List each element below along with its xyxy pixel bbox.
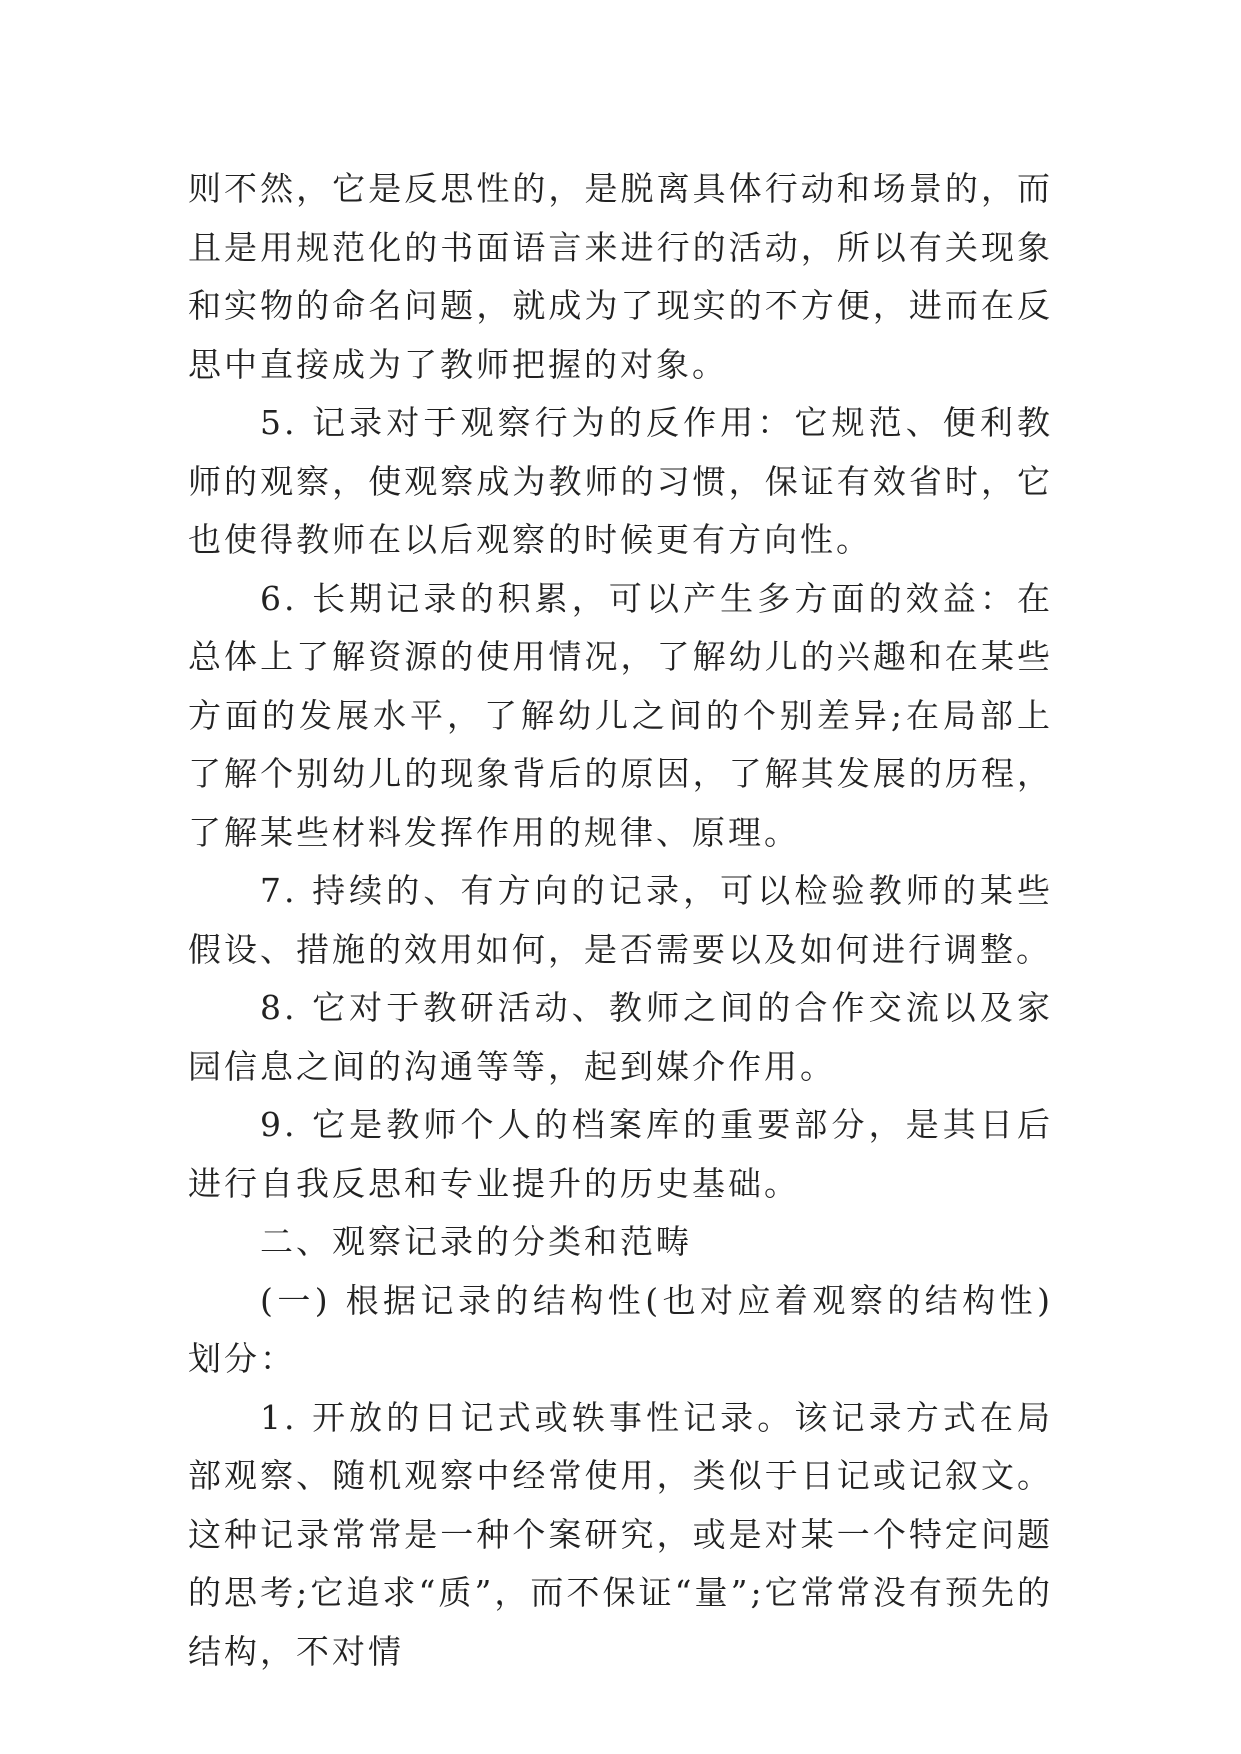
subsection-heading: (一) 根据记录的结构性(也对应着观察的结构性)划分： bbox=[188, 1280, 1053, 1378]
paragraph-subitem-1: 1. 开放的日记式或轶事性记录。该记录方式在局部观察、随机观察中经常使用，类似于日记或记叙文。这种记录常常是一种个案研究，或是对某一个特定问题的思考;它追求“质”，而不保证“量”;它常常没有预先的结构，不对情 bbox=[188, 1397, 1053, 1671]
paragraph-item-6: 6. 长期记录的积累，可以产生多方面的效益：在总体上了解资源的使用情况，了解幼儿的兴趣和在某些方面的发展水平，了解幼儿之间的个别差异;在局部上了解个别幼儿的现象背后的原因，了解其发展的历程，了解某些材料发挥作用的规律、原理。 bbox=[188, 578, 1053, 852]
paragraph-item-9: 9. 它是教师个人的档案库的重要部分，是其日后进行自我反思和专业提升的历史基础。 bbox=[188, 1105, 1053, 1203]
section-heading: 二、观察记录的分类和范畴 bbox=[260, 1222, 692, 1261]
paragraph-item-8: 8. 它对于教研活动、教师之间的合作交流以及家园信息之间的沟通等等，起到媒介作用。 bbox=[188, 988, 1053, 1086]
document-body bbox=[188, 160, 1053, 1681]
paragraph-item-5: 5. 记录对于观察行为的反作用：它规范、便利教师的观察，使观察成为教师的习惯，保证有效省时，它也使得教师在以后观察的时候更有方向性。 bbox=[188, 403, 1053, 559]
paragraph-continuation: 则不然，它是反思性的，是脱离具体行动和场景的，而且是用规范化的书面语言来进行的活动，所以有关现象和实物的命名问题，就成为了现实的不方便，进而在反思中直接成为了教师把握的对象。 bbox=[188, 169, 1053, 384]
paragraph-item-7: 7. 持续的、有方向的记录，可以检验教师的某些假设、措施的效用如何，是否需要以及如何进行调整。 bbox=[188, 871, 1053, 969]
